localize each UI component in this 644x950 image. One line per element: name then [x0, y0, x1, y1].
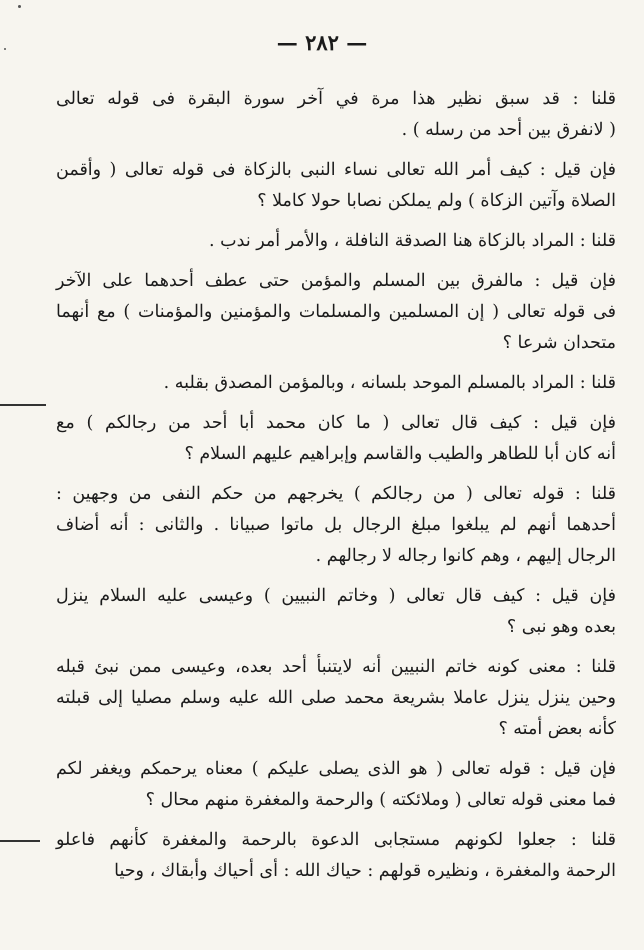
text-line: كأنه بعض أمته ؟ — [498, 719, 616, 739]
text-line: وحين ينزل ينزل عاملا بشريعة محمد صلى الله عليه وسلم مصليا إلى قبلته — [56, 688, 616, 708]
text-line: قلنا : معنى كونه خاتم النبيين أنه لايتنبأ أحد بعده، وعيسى ممن نبئ قبله — [56, 657, 616, 677]
text-line: متحدان شرعا ؟ — [502, 333, 616, 353]
text-line: أنه كان أبا للطاهر والطيب والقاسم وإبراهيم عليهم السلام ؟ — [184, 444, 616, 464]
text-line: فإن قيل : كيف أمر الله تعالى نساء النبى بالزكاة فى قوله تعالى ( وأقمن — [56, 160, 616, 180]
paragraph — [56, 266, 616, 359]
paragraph — [56, 652, 616, 745]
text-line: فإن قيل : قوله تعالى ( هو الذى يصلى عليكم ) معناه يرحمكم ويغفر لكم — [56, 759, 616, 779]
text-line: فإن قيل : مالفرق بين المسلم والمؤمن حتى عطف أحدهما على الآخر — [56, 271, 616, 291]
text-line: قلنا : جعلوا لكونهم مستجابى الدعوة بالرحمة والمغفرة كأنهم فاعلو — [56, 830, 616, 850]
text-line: الرحمة والمغفرة ، ونظيره قولهم : حياك الله : أى أحياك وأبقاك ، وحيا — [114, 861, 616, 881]
text-line: قلنا : قوله تعالى ( من رجالكم ) يخرجهم من حكم النفى من وجهين : — [56, 484, 616, 504]
text-line: أحدهما أنهم لم يبلغوا مبلغ الرجال بل ماتوا صبيانا . والثانى : أنه أضاف — [56, 515, 616, 535]
paragraph — [56, 479, 616, 572]
text-line: ( لانفرق بين أحد من رسله ) . — [401, 120, 616, 140]
paragraph — [56, 368, 616, 399]
text-line: فما معنى قوله تعالى ( وملائكته ) والرحمة والمغفرة منهم محال ؟ — [145, 790, 616, 810]
paragraph — [56, 581, 616, 643]
text-line: فإن قيل : كيف قال تعالى ( ما كان محمد أبا أحد من رجالكم ) مع — [56, 413, 616, 433]
text-line: بعده وهو نبى ؟ — [506, 617, 616, 637]
paragraph — [56, 226, 616, 257]
scan-speck — [18, 5, 21, 8]
text-line: فى قوله تعالى ( إن المسلمين والمسلمات والمؤمنين والمؤمنات ) مع أنهما — [56, 302, 616, 322]
paragraph — [56, 155, 616, 217]
binding-mark — [0, 404, 46, 406]
text-line: فإن قيل : كيف قال تعالى ( وخاتم النبيين ) وعيسى عليه السلام ينزل — [56, 586, 616, 606]
scan-speck — [4, 48, 6, 50]
paragraph — [56, 408, 616, 470]
paragraph — [56, 754, 616, 816]
binding-mark — [0, 840, 40, 842]
page-body — [56, 84, 616, 896]
page-number: — ٢٨٢ — — [276, 30, 368, 55]
paragraph — [56, 84, 616, 146]
text-line: قلنا : المراد بالزكاة هنا الصدقة النافلة ، والأمر أمر ندب . — [209, 231, 616, 251]
paragraph — [56, 825, 616, 887]
text-line: الرجال إليهم ، وهم كانوا رجاله لا رجالهم . — [315, 546, 616, 566]
text-line: قلنا : المراد بالمسلم الموحد بلسانه ، وبالمؤمن المصدق بقلبه . — [163, 373, 616, 393]
text-line: الصلاة وآتين الزكاة ) ولم يملكن نصابا حولا كاملا ؟ — [257, 191, 616, 211]
text-line: قلنا : قد سبق نظير هذا مرة في آخر سورة البقرة فى قوله تعالى — [56, 89, 616, 109]
